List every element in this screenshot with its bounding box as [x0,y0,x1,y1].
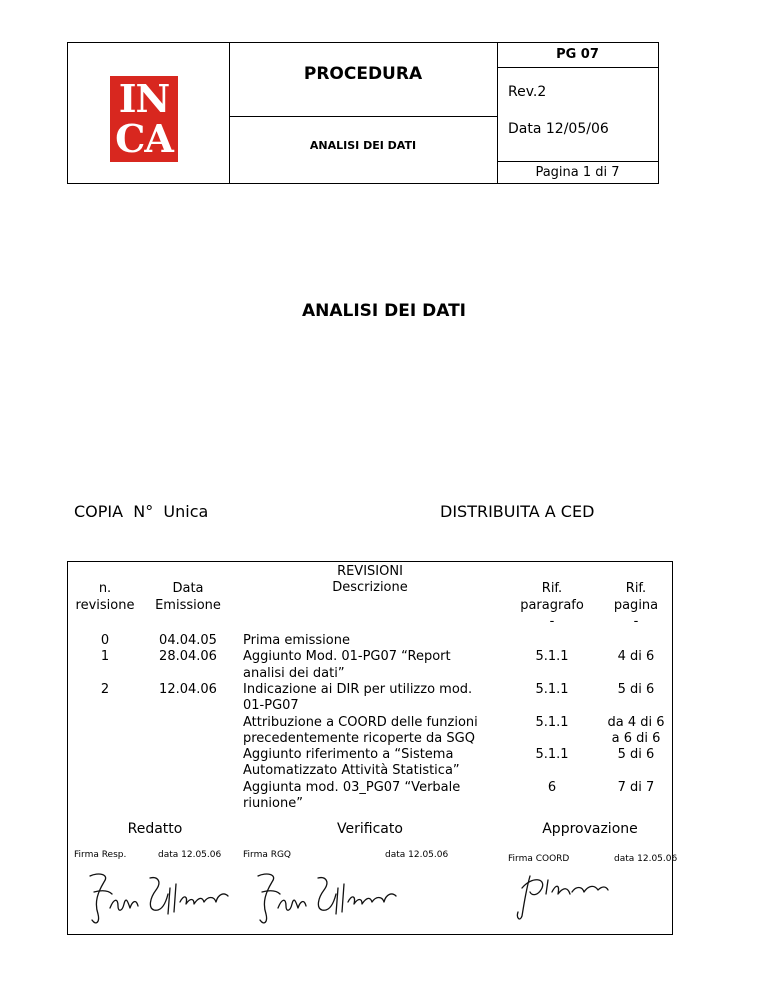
procedure-subject: ANALISI DEI DATI [309,139,417,152]
col-header-rif-paragrafo-1: Rif. [541,581,563,596]
revision-date: Data 12/05/06 [508,121,609,137]
rev-cell-desc: analisi dei dati” [243,665,345,681]
rev-cell-desc: Aggiunta mod. 03_PG07 “Verbale [243,779,461,795]
rev-cell-desc: Attribuzione a COORD delle funzioni [243,714,478,730]
page-number: Pagina 1 di 7 [535,165,620,180]
rev-cell-desc: 01-PG07 [243,698,299,714]
col-header-rif-pagina-dash: - [633,614,639,629]
col-header-rif-pagina-2: pagina [613,598,659,613]
document-title: ANALISI DEI DATI [301,301,467,321]
col-header-rif-pagina-1: Rif. [625,581,647,596]
col-header-revisione: revisione [75,598,135,613]
verificato-label: Verificato [337,821,403,837]
rev-cell-desc: Aggiunto Mod. 01-PG07 “Report [243,649,451,665]
rev-cell-desc: riunione” [243,796,303,811]
rev-cell-pag: a 6 di 6 [611,730,661,746]
rev-cell-data: 04.04.05 [159,633,217,648]
firma-rgq-date: data 12.05.06 [385,850,449,860]
rev-cell-pag: 7 di 7 [617,779,655,795]
rev-cell-n: 1 [100,649,110,665]
rev-cell-par: 5.1.1 [535,681,569,697]
rev-cell-desc: precedentemente ricoperte da SGQ [243,730,475,746]
rev-cell-par: 5.1.1 [535,714,569,730]
procedure-code: PG 07 [556,47,599,62]
rev-cell-par: 5.1.1 [535,747,569,763]
rev-cell-desc: Indicazione ai DIR per utilizzo mod. [243,681,473,697]
col-header-descrizione: Descrizione [332,580,408,595]
col-header-emissione: Emissione [155,598,221,613]
signature-coord [512,870,612,922]
signature-rgq [252,868,402,928]
copy-number: COPIA N° Unica [74,502,209,521]
firma-coord-date: data 12.05.06 [614,854,678,864]
approvazione-label: Approvazione [542,821,638,837]
col-header-rif-paragrafo-dash: - [549,614,555,629]
rev-cell-desc: Prima emissione [243,633,350,648]
revision-number: Rev.2 [508,84,547,100]
procedure-label: PROCEDURA [303,64,423,84]
col-header-rif-paragrafo-2: paragrafo [520,598,584,613]
rev-cell-desc: Automatizzato Attività Statistica” [243,763,460,779]
revisions-heading: REVISIONI [337,564,403,579]
rev-cell-pag: 5 di 6 [617,681,655,697]
rev-cell-desc: Aggiunto riferimento a “Sistema [243,747,454,763]
distribution: DISTRIBUITA A CED [440,502,595,521]
rev-cell-pag: 5 di 6 [617,747,655,763]
firma-resp-label: Firma Resp. [74,850,127,860]
rev-cell-n: 2 [100,681,110,697]
rev-cell-par: 5.1.1 [535,649,569,665]
rev-cell-pag: 4 di 6 [617,649,655,665]
firma-coord-label: Firma COORD [508,854,570,864]
rev-cell-data: 28.04.06 [159,649,217,665]
signature-resp [84,868,234,928]
firma-rgq-label: Firma RGQ [243,850,292,860]
logo-text-top: IN [118,76,170,121]
logo-text-bottom: CA [115,116,173,161]
redatto-label: Redatto [127,821,183,837]
col-header-n: n. [98,581,112,596]
rev-cell-par: 6 [547,779,557,795]
inca-logo [110,76,178,162]
rev-cell-pag: da 4 di 6 [607,714,665,730]
rev-cell-n: 0 [100,633,110,648]
rev-cell-data: 12.04.06 [159,681,217,697]
col-header-data: Data [172,581,204,596]
firma-resp-date: data 12.05.06 [158,850,222,860]
